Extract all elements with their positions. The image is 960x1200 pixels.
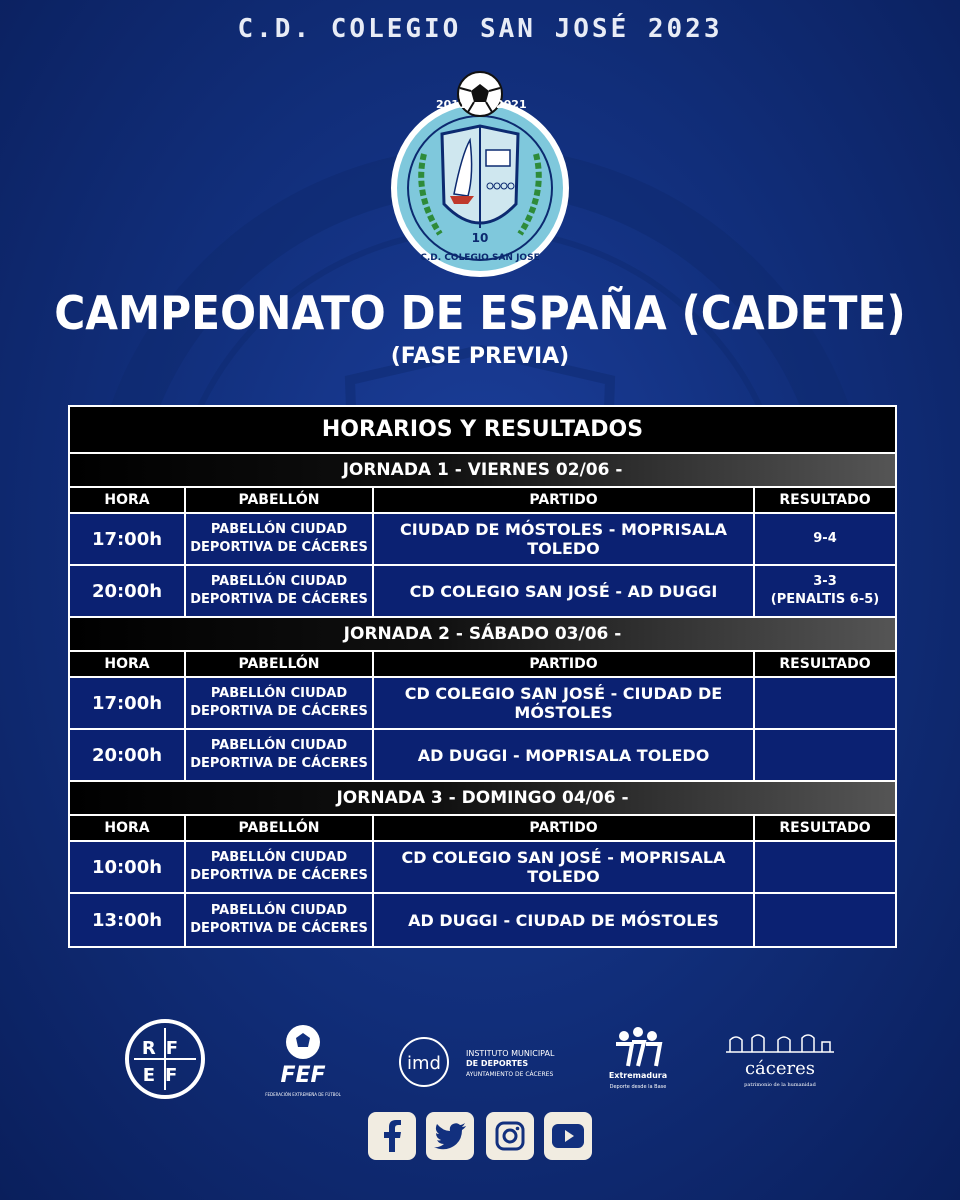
match-result [755,730,895,780]
venue-line-1: PABELLÓN CIUDAD [210,738,348,754]
extremadura-logo [606,1022,670,1102]
venue-line-2: DEPORTIVA DE CÁCERES [190,540,368,555]
imd-line1: INSTITUTO MUNICIPAL [466,1049,555,1058]
imd-line3: AYUNTAMIENTO DE CÁCERES [466,1071,554,1078]
youtube-icon[interactable] [544,1112,592,1160]
imd-line2: DE DEPORTES [466,1059,529,1068]
venue-line-2: DEPORTIVA DE CÁCERES [190,704,368,719]
match-teams: CD COLEGIO SAN JOSÉ - MOPRISALA TOLEDO [374,842,755,892]
table-row [70,730,895,782]
match-time: 17:00h [70,514,186,564]
jornada-header: JORNADA 3 - DOMINGO 04/06 - [70,782,895,816]
column-header: PABELLÓN [186,488,374,512]
caceres-logo [722,1032,838,1094]
column-header: RESULTADO [779,492,871,508]
result-line-2: (PENALTIS 6-5) [770,592,880,607]
match-result [755,842,895,892]
match-result [755,894,895,946]
column-header: HORA [70,816,186,840]
jornada-header: JORNADA 1 - VIERNES 02/06 - [70,454,895,488]
column-header: PABELLÓN [186,652,374,676]
match-time: 20:00h [70,730,186,780]
venue-line-2: DEPORTIVA DE CÁCERES [190,868,368,883]
venue-line-1: PABELLÓN CIUDAD [210,522,348,538]
column-header: HORA [70,488,186,512]
match-time: 10:00h [70,842,186,892]
venue-line-1: PABELLÓN CIUDAD [210,686,348,702]
column-header: PARTIDO [374,816,755,840]
column-header-row [70,816,895,842]
match-time: 20:00h [70,566,186,616]
extremadura-name: Extremadura [608,1071,668,1080]
crest-year-right: 2021 [496,98,527,111]
table-row [70,678,895,730]
instagram-icon[interactable] [486,1112,534,1160]
table-row [70,842,895,894]
caceres-tagline: patrimonio de la humanidad [744,1082,816,1088]
column-header: PARTIDO [374,488,755,512]
crest-number: 10 [471,231,489,245]
schedule-table [68,405,897,948]
twitter-icon[interactable] [426,1112,474,1160]
page-subtitle: (FASE PREVIA) [390,344,570,369]
result-line-1: 9-4 [813,530,837,546]
match-result [755,566,895,616]
venue-line-1: PABELLÓN CIUDAD [210,850,348,866]
fef-text: FEF [280,1063,326,1088]
match-time: 17:00h [70,678,186,728]
imd-logo [396,1032,568,1092]
sponsor-logos [0,1018,960,1104]
match-venue [186,842,374,892]
jornadas-container [70,454,895,946]
match-venue [186,566,374,616]
match-venue [186,730,374,780]
match-venue [186,514,374,564]
column-header: HORA [70,652,186,676]
venue-line-1: PABELLÓN CIUDAD [210,574,348,590]
schedule-title: HORARIOS Y RESULTADOS [70,407,895,454]
match-teams: CIUDAD DE MÓSTOLES - MOPRISALA TOLEDO [374,514,755,564]
table-row [70,566,895,618]
column-header: PABELLÓN [186,816,374,840]
rfef-bottom-text: EF [142,1065,188,1086]
match-teams: AD DUGGI - MOPRISALA TOLEDO [374,730,755,780]
rfef-top-text: RF [141,1038,189,1059]
fef-subtext: FEDERACIÓN EXTREMEÑA DE FÚTBOL [265,1092,341,1097]
facebook-icon[interactable] [368,1112,416,1160]
venue-line-2: DEPORTIVA DE CÁCERES [190,756,368,771]
page-title: CAMPEONATO DE ESPAÑA (CADETE) [54,286,906,340]
club-title: C.D. COLEGIO SAN JOSÉ 2023 [237,14,723,44]
match-teams: AD DUGGI - CIUDAD DE MÓSTOLES [374,894,755,946]
venue-line-1: PABELLÓN CIUDAD [210,903,348,919]
venue-line-2: DEPORTIVA DE CÁCERES [190,592,368,607]
match-result [755,514,895,564]
column-header: PARTIDO [374,652,755,676]
column-header-row [70,488,895,514]
imd-mark: imd [407,1053,441,1074]
column-header-row [70,652,895,678]
extremadura-tagline: Deporte desde la Base [609,1084,667,1090]
crest-year-left: 2011 [436,98,467,111]
match-teams: CD COLEGIO SAN JOSÉ - AD DUGGI [374,566,755,616]
match-time: 13:00h [70,894,186,946]
result-line-1: 3-3 [813,573,837,589]
table-row [70,514,895,566]
table-row [70,894,895,946]
fef-logo [265,1022,341,1102]
jornada-header: JORNADA 2 - SÁBADO 03/06 - [70,618,895,652]
rfef-logo [124,1018,206,1100]
match-venue [186,678,374,728]
match-result [755,678,895,728]
social-icons [0,1112,960,1166]
venue-line-2: DEPORTIVA DE CÁCERES [190,921,368,936]
column-header: RESULTADO [779,820,871,836]
club-crest-logo [384,64,576,278]
crest-name: C.D. COLEGIO SAN JOSE [420,253,540,263]
caceres-name: cáceres [744,1058,816,1079]
match-teams: CD COLEGIO SAN JOSÉ - CIUDAD DE MÓSTOLES [374,678,755,728]
column-header: RESULTADO [779,656,871,672]
match-venue [186,894,374,946]
